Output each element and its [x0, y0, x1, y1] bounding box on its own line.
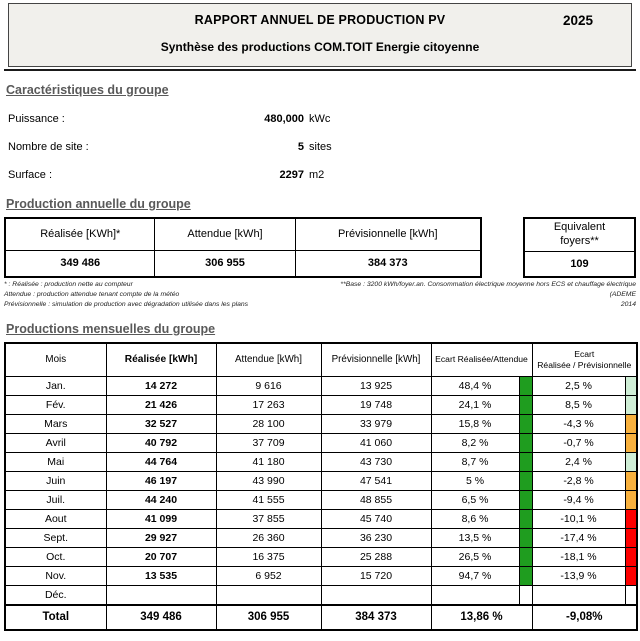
ecart-previsionnelle-indicator — [625, 377, 637, 396]
footnote-left-line2: Attendue : production attendue tenant compte de la météo — [4, 290, 180, 298]
total-attendue: 306 955 — [216, 605, 321, 630]
ecart-previsionnelle-cell: 8,5 % — [532, 396, 625, 415]
realisee-cell: 40 792 — [106, 434, 216, 453]
annual-header-row — [5, 218, 481, 250]
previsionnelle-cell: 15 720 — [321, 567, 431, 586]
attendue-cell: 17 263 — [216, 396, 321, 415]
footnote-right-line1: **Base : 3200 kWh/foyer.an. Consommation électrique moyenne hors ECS et chauffage électrique (ADEME — [340, 281, 636, 298]
table-row — [5, 491, 637, 510]
ecart-attendue-indicator — [519, 377, 532, 396]
ecart-attendue-cell: 26,5 % — [431, 548, 519, 567]
equivalent-value: 109 — [524, 251, 635, 277]
annual-production-area — [4, 217, 636, 278]
footnote-right-line2: 2014 — [620, 300, 636, 308]
ecart-previsionnelle-indicator — [625, 510, 637, 529]
report-subtitle: Synthèse des productions COM.TOIT Energie citoyenne — [160, 40, 480, 54]
realisee-cell — [106, 586, 216, 605]
footnote-right — [326, 280, 636, 310]
monthly-header-ecart-attendue: Ecart Réalisée/Attendue — [431, 343, 532, 377]
ecart-previsionnelle-cell: -0,7 % — [532, 434, 625, 453]
ecart-previsionnelle-indicator — [625, 491, 637, 510]
realisee-cell: 46 197 — [106, 472, 216, 491]
previsionnelle-cell: 47 541 — [321, 472, 431, 491]
surface-label: Surface : — [8, 169, 53, 181]
ecart-attendue-indicator — [519, 586, 532, 605]
ecart-previsionnelle-cell: -18,1 % — [532, 548, 625, 567]
realisee-cell: 32 527 — [106, 415, 216, 434]
attendue-cell: 6 952 — [216, 567, 321, 586]
ecart-previsionnelle-cell: -10,1 % — [532, 510, 625, 529]
ecart-previsionnelle-indicator — [625, 453, 637, 472]
characteristic-row-puissance — [4, 113, 636, 125]
ecart-attendue-cell: 48,4 % — [431, 377, 519, 396]
previsionnelle-cell: 33 979 — [321, 415, 431, 434]
surface-value: 2297 — [279, 169, 304, 181]
previsionnelle-cell: 19 748 — [321, 396, 431, 415]
previsionnelle-cell: 45 740 — [321, 510, 431, 529]
annual-value-realisee: 349 486 — [5, 250, 155, 277]
ecart-previsionnelle-cell: -13,9 % — [532, 567, 625, 586]
page-title: RAPPORT ANNUEL DE PRODUCTION PV — [194, 13, 446, 27]
attendue-cell — [216, 586, 321, 605]
monthly-production-table — [4, 342, 638, 631]
previsionnelle-cell: 43 730 — [321, 453, 431, 472]
ecart-attendue-cell: 24,1 % — [431, 396, 519, 415]
ecart-attendue-cell: 13,5 % — [431, 529, 519, 548]
realisee-cell: 14 272 — [106, 377, 216, 396]
realisee-cell: 44 764 — [106, 453, 216, 472]
header-divider — [4, 69, 636, 71]
equivalent-header-line2: foyers** — [560, 234, 599, 247]
month-cell: Oct. — [5, 548, 106, 567]
ecart-attendue-indicator — [519, 491, 532, 510]
table-row — [5, 434, 637, 453]
ecart-previsionnelle-cell — [532, 586, 625, 605]
month-cell: Jan. — [5, 377, 106, 396]
puissance-label: Puissance : — [8, 113, 65, 125]
month-cell: Déc. — [5, 586, 106, 605]
monthly-header-mois: Mois — [5, 343, 106, 377]
ecart-attendue-indicator — [519, 434, 532, 453]
equivalent-header — [524, 218, 635, 251]
monthly-header-realisee: Réalisée [kWh] — [106, 343, 216, 377]
ecart-attendue-indicator — [519, 548, 532, 567]
monthly-header-ecart-previsionnelle — [532, 343, 637, 377]
previsionnelle-cell: 25 288 — [321, 548, 431, 567]
annual-values-row — [5, 250, 481, 277]
footnote-left — [4, 280, 248, 310]
ecart-attendue-cell: 8,2 % — [431, 434, 519, 453]
monthly-table-body — [5, 377, 637, 605]
ecart-previsionnelle-header-line2: Réalisée / Prévisionnelle — [537, 359, 632, 370]
puissance-value: 480,000 — [264, 113, 304, 125]
characteristic-row-surface — [4, 169, 636, 181]
month-cell: Mars — [5, 415, 106, 434]
annual-header-attendue: Attendue [kWh] — [155, 218, 295, 250]
equivalent-value-row — [524, 251, 635, 277]
table-row — [5, 548, 637, 567]
sites-value: 5 — [297, 141, 304, 153]
total-ecart-attendue: 13,86 % — [431, 605, 532, 630]
attendue-cell: 9 616 — [216, 377, 321, 396]
table-row — [5, 529, 637, 548]
ecart-previsionnelle-indicator — [625, 548, 637, 567]
annual-production-table — [4, 217, 482, 278]
attendue-cell: 28 100 — [216, 415, 321, 434]
previsionnelle-cell: 41 060 — [321, 434, 431, 453]
annual-value-previsionnelle: 384 373 — [295, 250, 481, 277]
previsionnelle-cell: 48 855 — [321, 491, 431, 510]
ecart-attendue-cell: 6,5 % — [431, 491, 519, 510]
ecart-previsionnelle-indicator — [625, 415, 637, 434]
table-row — [5, 510, 637, 529]
ecart-previsionnelle-indicator — [625, 567, 637, 586]
section-heading-annual: Production annuelle du groupe — [6, 197, 191, 211]
realisee-cell: 44 240 — [106, 491, 216, 510]
annual-header-previsionnelle: Prévisionnelle [kWh] — [295, 218, 481, 250]
sites-label: Nombre de site : — [8, 141, 89, 153]
realisee-cell: 20 707 — [106, 548, 216, 567]
ecart-attendue-indicator — [519, 567, 532, 586]
surface-unit: m2 — [309, 169, 325, 181]
footnote-left-line3: Prévisionnelle : simulation de production avec dégradation utilisée dans les plans — [4, 300, 249, 308]
footnote-left-line1: * : Réalisée : production nette au compteur — [4, 281, 133, 288]
annual-footnotes — [4, 280, 636, 310]
monthly-header-attendue: Attendue [kWh] — [216, 343, 321, 377]
table-row — [5, 396, 637, 415]
month-cell: Nov. — [5, 567, 106, 586]
ecart-attendue-cell: 5 % — [431, 472, 519, 491]
ecart-attendue-cell: 8,7 % — [431, 453, 519, 472]
characteristics-list — [4, 113, 636, 181]
realisee-cell: 21 426 — [106, 396, 216, 415]
realisee-cell: 29 927 — [106, 529, 216, 548]
report-header — [8, 3, 632, 67]
ecart-attendue-indicator — [519, 529, 532, 548]
month-cell: Juin — [5, 472, 106, 491]
table-row — [5, 377, 637, 396]
total-ecart-previsionnelle: -9,08% — [532, 605, 637, 630]
attendue-cell: 16 375 — [216, 548, 321, 567]
monthly-header-row — [5, 343, 637, 377]
annual-value-attendue: 306 955 — [155, 250, 295, 277]
table-row — [5, 415, 637, 434]
equivalent-header-line1: Equivalent — [553, 221, 606, 233]
total-label: Total — [5, 605, 106, 630]
table-row — [5, 567, 637, 586]
ecart-previsionnelle-indicator — [625, 472, 637, 491]
realisee-cell: 41 099 — [106, 510, 216, 529]
ecart-attendue-indicator — [519, 510, 532, 529]
ecart-attendue-indicator — [519, 415, 532, 434]
ecart-previsionnelle-cell: -4,3 % — [532, 415, 625, 434]
annual-header-realisee: Réalisée [KWh]* — [5, 218, 155, 250]
section-heading-characteristics: Caractéristiques du groupe — [6, 83, 169, 97]
month-cell: Fév. — [5, 396, 106, 415]
ecart-previsionnelle-header-line1: Ecart — [574, 348, 595, 359]
ecart-previsionnelle-cell: 2,5 % — [532, 377, 625, 396]
ecart-attendue-indicator — [519, 396, 532, 415]
ecart-attendue-indicator — [519, 453, 532, 472]
puissance-unit: kWc — [309, 113, 331, 125]
section-heading-monthly: Productions mensuelles du groupe — [6, 321, 216, 336]
equivalent-header-row — [524, 218, 635, 251]
table-row — [5, 453, 637, 472]
ecart-attendue-indicator — [519, 472, 532, 491]
monthly-header-previsionnelle: Prévisionnelle [kWh] — [321, 343, 431, 377]
table-row — [5, 586, 637, 605]
ecart-previsionnelle-indicator — [625, 396, 637, 415]
total-row — [5, 605, 637, 630]
ecart-attendue-cell — [431, 586, 519, 605]
previsionnelle-cell: 36 230 — [321, 529, 431, 548]
table-row — [5, 472, 637, 491]
month-cell: Avril — [5, 434, 106, 453]
ecart-previsionnelle-indicator — [625, 586, 637, 605]
sites-unit: sites — [309, 141, 332, 153]
attendue-cell: 37 709 — [216, 434, 321, 453]
previsionnelle-cell — [321, 586, 431, 605]
total-previsionnelle: 384 373 — [321, 605, 431, 630]
ecart-previsionnelle-indicator — [625, 529, 637, 548]
attendue-cell: 41 180 — [216, 453, 321, 472]
ecart-previsionnelle-cell: -17,4 % — [532, 529, 625, 548]
ecart-attendue-cell: 15,8 % — [431, 415, 519, 434]
month-cell: Juil. — [5, 491, 106, 510]
equivalent-foyers-table — [523, 217, 636, 278]
ecart-attendue-cell: 94,7 % — [431, 567, 519, 586]
attendue-cell: 43 990 — [216, 472, 321, 491]
attendue-cell: 41 555 — [216, 491, 321, 510]
ecart-previsionnelle-cell: -2,8 % — [532, 472, 625, 491]
ecart-previsionnelle-cell: 2,4 % — [532, 453, 625, 472]
realisee-cell: 13 535 — [106, 567, 216, 586]
ecart-previsionnelle-cell: -9,4 % — [532, 491, 625, 510]
ecart-previsionnelle-indicator — [625, 434, 637, 453]
report-year: 2025 — [562, 13, 593, 28]
month-cell: Sept. — [5, 529, 106, 548]
characteristic-row-sites — [4, 141, 636, 153]
total-realisee: 349 486 — [106, 605, 216, 630]
previsionnelle-cell: 13 925 — [321, 377, 431, 396]
attendue-cell: 37 855 — [216, 510, 321, 529]
month-cell: Mai — [5, 453, 106, 472]
month-cell: Aout — [5, 510, 106, 529]
attendue-cell: 26 360 — [216, 529, 321, 548]
ecart-attendue-cell: 8,6 % — [431, 510, 519, 529]
